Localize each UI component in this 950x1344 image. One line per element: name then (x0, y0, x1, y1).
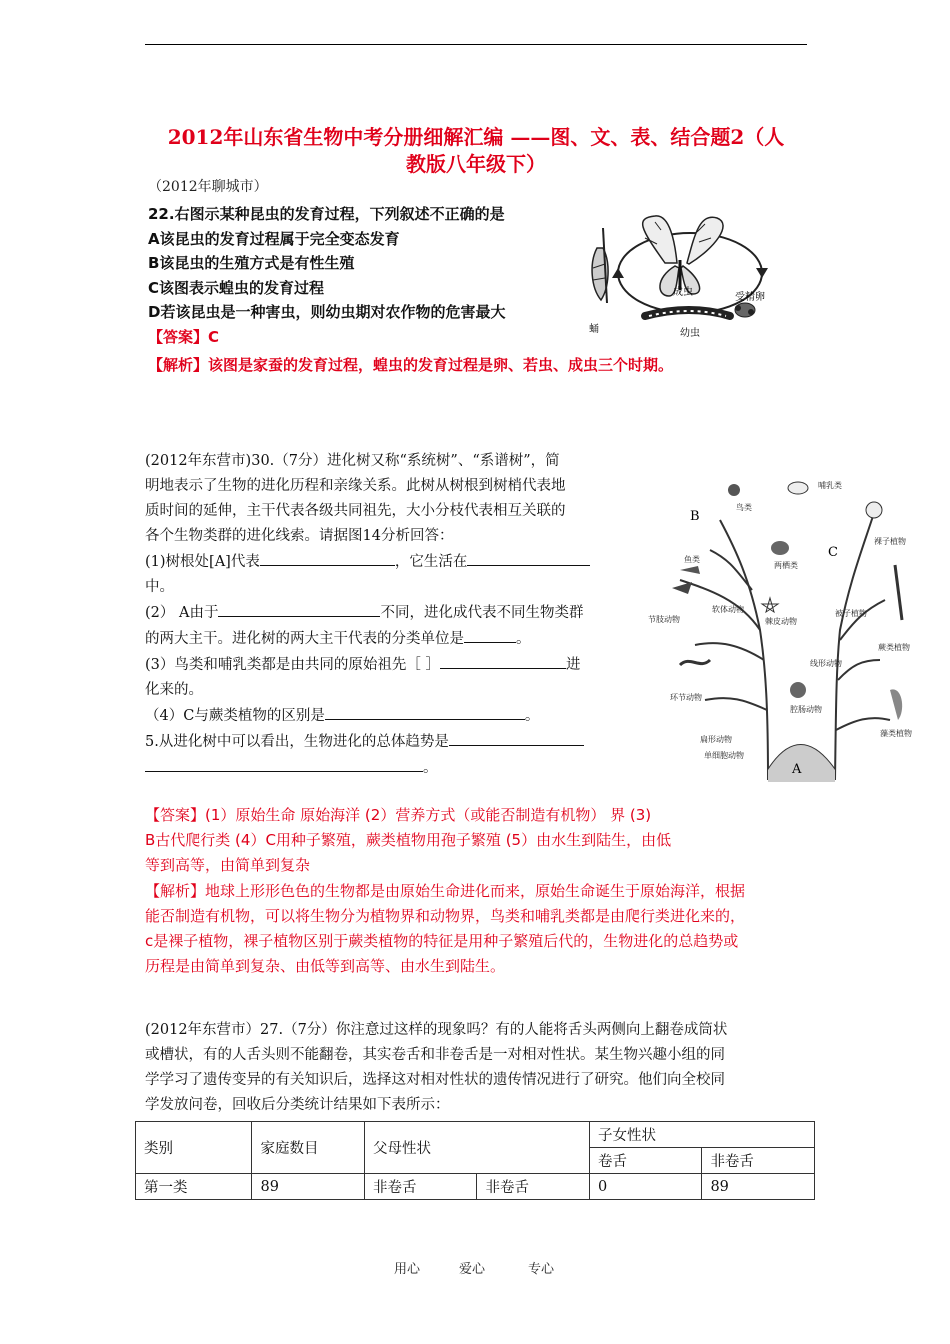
svg-text:节肢动物: 节肢动物 (648, 615, 680, 624)
table-cell: 0 (589, 1174, 701, 1200)
footer-text-2: 爱心 (459, 1262, 486, 1277)
q2-sub-2: (2） A由于 不同，进化成代表不同生物类群 (145, 600, 635, 626)
label-adult: 成虫 (673, 287, 693, 298)
table-header-cell: 卷舌 (589, 1148, 701, 1174)
table-header-row (136, 1122, 815, 1148)
q2-sub-3-cont: 化来的。 (145, 682, 203, 698)
table-header-cell: 父母性状 (364, 1122, 589, 1174)
q1-answer: 【答案】C (148, 327, 220, 346)
q2-sub-5: 5.从进化树中可以看出，生物进化的总体趋势是 (145, 729, 635, 755)
table-header-cell: 家庭数目 (252, 1122, 365, 1174)
page-title (140, 124, 812, 178)
svg-text:C: C (828, 545, 838, 560)
svg-text:藻类植物: 藻类植物 (880, 729, 912, 738)
svg-text:线形动物: 线形动物 (810, 659, 842, 668)
blank-2b[interactable] (464, 626, 516, 643)
svg-text:哺乳类: 哺乳类 (818, 481, 842, 490)
q2-answer: 【答案】(1）原始生命 原始海洋 (2）营养方式（或能否制造有机物） 界 (3) B古代爬行类 (4）C用种子繁殖，蕨类植物用孢子繁殖 (5）由水生到陆生，由低 等到高等，由简单到复杂 (145, 806, 672, 874)
table-cell: 非卷舌 (364, 1174, 476, 1200)
svg-text:B: B (690, 509, 700, 524)
q2-sub-5-cont: 。 (145, 755, 635, 781)
table-cell: 非卷舌 (477, 1174, 589, 1200)
q2-sub-3: (3）鸟类和哺乳类都是由共同的原始祖先［ ］ 进 (145, 652, 635, 678)
q3-block: (2012年东营市）27.（7分）你注意过这样的现象吗？有的人能将舌头两侧向上翻卷成筒状 或槽状，有的人舌头则不能翻卷，其实卷舌和非卷舌是一对相对性状。某生物兴趣小组的同 学学习了遗传变异的有关知识后，选择这对相对性状的遗传情况进行了研究。他们向全校同 学发放问卷，回收后分类统计结果如下表所示： (145, 1022, 728, 1113)
q1-option-a: A该昆虫的发育过程属于完全变态发育 (148, 229, 400, 248)
svg-text:裸子植物: 裸子植物 (874, 537, 906, 546)
svg-text:环节动物: 环节动物 (670, 693, 702, 702)
q2-sub-1-cont: 中。 (145, 579, 174, 595)
table-header-cell: 子女性状 (589, 1122, 814, 1148)
q1-source: （2012年聊城市） (148, 179, 268, 195)
svg-text:鸟类: 鸟类 (736, 503, 752, 512)
q1-option-c: C该图表示蝗虫的发育过程 (148, 278, 325, 297)
table-header-cell: 非卷舌 (702, 1148, 815, 1174)
footer-text-3: 专心 (528, 1262, 555, 1277)
bird-icon (728, 484, 740, 496)
svg-text:鱼类: 鱼类 (684, 555, 700, 564)
svg-text:被子植物: 被子植物 (835, 609, 867, 618)
q1-option-d: D若该昆虫是一种害虫，则幼虫期对农作物的危害最大 (148, 303, 506, 321)
q2-sub-2-cont: 的两大主干。进化树的两大主干代表的分类单位是 。 (145, 626, 635, 652)
q1-analysis: 【解析】该图是家蚕的发育过程，蝗虫的发育过程是卵、若虫、成虫三个时期。 (148, 356, 674, 374)
label-larva: 幼虫 (680, 328, 700, 339)
table-cell: 第一类 (136, 1174, 252, 1200)
q2-sub-1: (1)树根处[A]代表 ，它生活在 (145, 549, 635, 575)
insect-lifecycle-figure (585, 208, 780, 346)
blank-4[interactable] (325, 703, 525, 720)
rabbit-icon (788, 482, 808, 494)
eggs-icon (735, 303, 755, 317)
q1-stem: 22.右图示某种昆虫的发育过程，下列叙述不正确的是 (148, 205, 505, 223)
q2-line-1: (2012年东营市)30.（7分）进化树又称“系统树”、“系谱树”，简 (145, 453, 560, 469)
q2-block (145, 449, 635, 781)
q2-line-4: 各个生物类群的进化线索。请据图14分析回答： (145, 528, 454, 544)
title-line-2: 教版八年级下） (406, 152, 546, 176)
svg-text:腔肠动物: 腔肠动物 (790, 705, 822, 714)
blank-5a[interactable] (449, 729, 584, 746)
header-rule (145, 44, 807, 45)
svg-text:软体动物: 软体动物 (712, 605, 744, 614)
gymnosperm-icon (866, 502, 882, 518)
table-row (136, 1174, 815, 1200)
label-egg: 受精卵 (735, 292, 765, 303)
survey-table (135, 1121, 815, 1200)
frog-icon (771, 541, 789, 555)
q2-line-2: 明地表示了生物的进化历程和亲缘关系。此树从树根到树梢代表地 (145, 478, 566, 494)
footer-text-1: 用心 (394, 1262, 421, 1277)
blank-2a[interactable] (218, 600, 380, 617)
table-cell: 89 (702, 1174, 815, 1200)
q2-sub-4: （4）C与蕨类植物的区别是 。 (145, 703, 635, 729)
cnidarian-icon (790, 682, 806, 698)
label-pupa: 蛹 (589, 324, 599, 335)
blank-1a[interactable] (260, 549, 395, 566)
svg-text:单细胞动物: 单细胞动物 (704, 751, 744, 760)
svg-text:扁形动物: 扁形动物 (700, 735, 732, 744)
evolution-tree-figure (640, 470, 945, 782)
q2-analysis: 【解析】地球上形形色色的生物都是由原始生命进化而来，原始生命诞生于原始海洋，根据 能否制造有机物，可以将生物分为植物界和动物界，鸟类和哺乳类都是由爬行类进化来的， c是裸子植物，裸子植物区别于蕨类植物的特征是用种子繁殖后代的，生物进化的总趋势或 历程是由简单到复杂、由低等到高等、由水生到陆生。 (145, 882, 746, 975)
table-header-cell: 类别 (136, 1122, 252, 1174)
q1-block (148, 202, 588, 349)
blank-1b[interactable] (467, 549, 590, 566)
q2-line-3: 质时间的延伸，主干代表各级共同祖先，大小分枝代表相互关联的 (145, 503, 566, 519)
svg-text:A: A (792, 762, 802, 777)
title-line-1: 2012年山东省生物中考分册细解汇编 ——图、文、表、结合题2（人 (167, 125, 785, 149)
blank-3[interactable] (440, 652, 566, 669)
table-cell: 89 (252, 1174, 365, 1200)
q1-option-b: B该昆虫的生殖方式是有性生殖 (148, 254, 355, 272)
svg-text:蕨类植物: 蕨类植物 (878, 643, 910, 652)
svg-text:两栖类: 两栖类 (774, 561, 798, 570)
svg-text:棘皮动物: 棘皮动物 (765, 617, 797, 626)
blank-5b[interactable] (145, 755, 423, 772)
